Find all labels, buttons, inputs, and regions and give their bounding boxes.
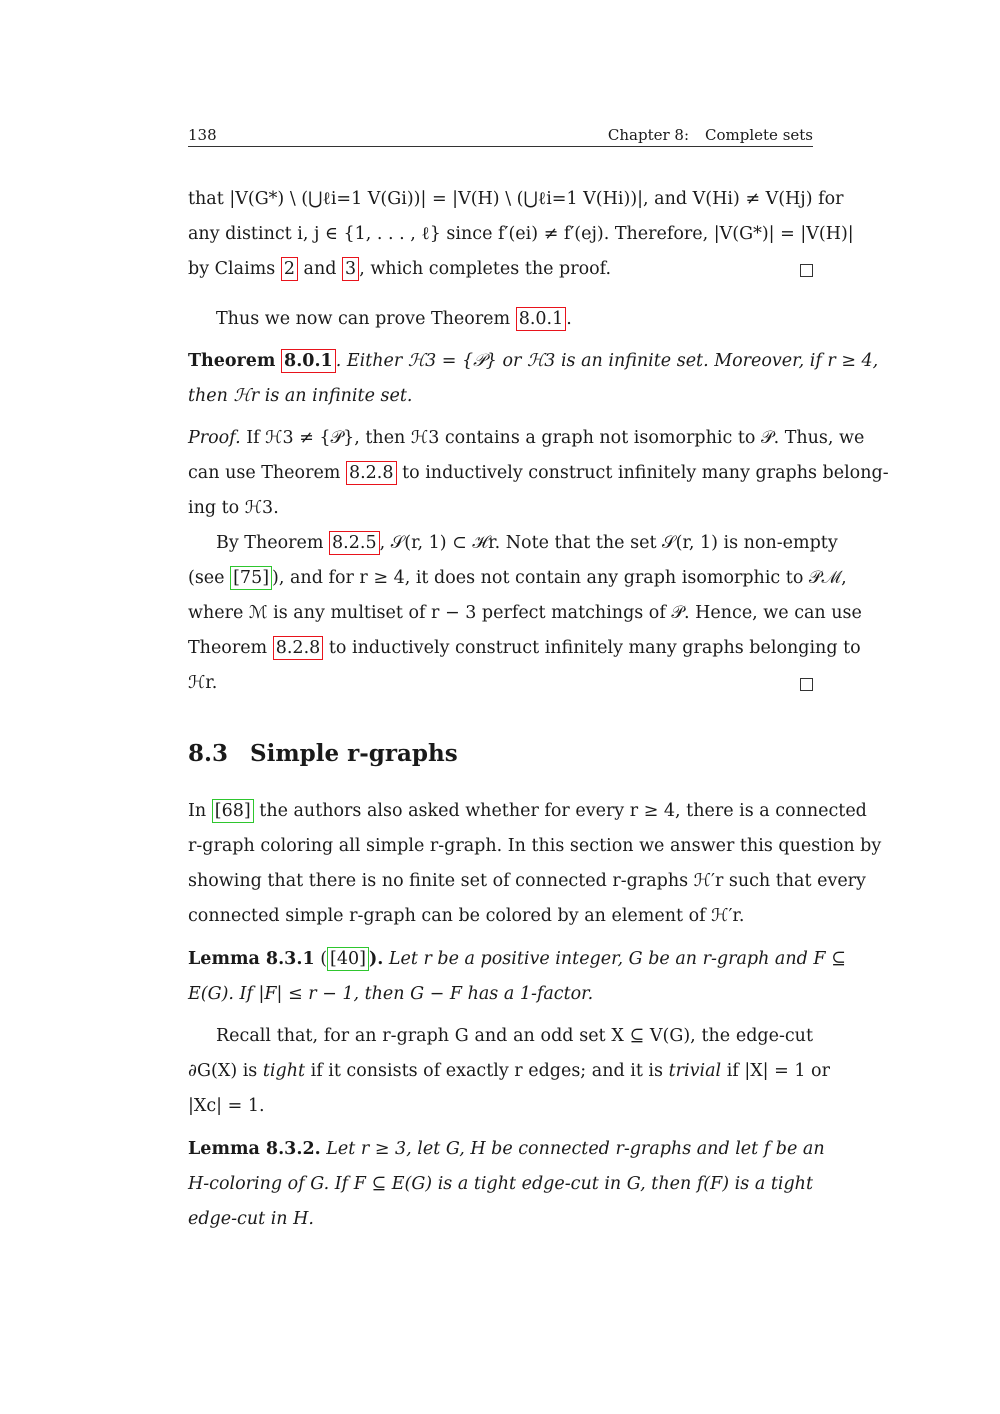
section-intro-paragraph [188,794,882,934]
text: ( [320,949,328,969]
text: In [188,801,207,821]
text-line [188,456,889,491]
proof-label: Proof. [188,428,241,448]
text: if it consists of exactly r edges; and it is [310,1061,664,1081]
section-number: 8.3 [188,740,229,767]
text: ℋr. [188,673,218,693]
lemma-text: Let r be a positive integer, G be an r-graph and F ⊆ [388,949,846,969]
text: if |X| = 1 or [726,1061,830,1081]
text: (see [188,568,225,588]
definition-paragraph [188,1019,830,1124]
citation-40-link[interactable]: [40] [327,947,369,971]
lemma-text: Let r ≥ 3, let G, H be connected r-graphs and let f be an [326,1139,825,1159]
text: If ℋ3 ≠ {𝒫}, then ℋ3 contains a graph not isomorphic to 𝒫. Thus, we [246,428,865,448]
chapter-heading [608,126,813,144]
theorem-8-2-5-link[interactable]: 8.2.5 [329,531,380,555]
text: to inductively construct infinitely many graphs belong- [402,463,889,483]
text-line: that |V(G*) \ (⋃ℓi=1 V(Gi))| = |V(H) \ (⋃ℓi=1 V(Hi))|, and V(Hi) ≠ V(Hj) for [188,189,844,209]
text: ∂G(X) is [188,1061,258,1081]
text: , 𝒮(r, 1) ⊂ ℋr. Note that the set 𝒮(r, 1) is non-empty [379,533,838,553]
text-line: Recall that, for an r-graph G and an odd set X ⊆ V(G), the edge-cut [216,1026,813,1046]
chapter-title: Complete sets [705,126,813,144]
text: can use Theorem [188,463,341,483]
text-line [188,942,846,977]
text-line: edge-cut in H. [188,1209,314,1229]
text: and [303,259,337,279]
text-line [188,526,838,561]
proof-block [188,421,889,701]
running-header [188,126,813,147]
text: the authors also asked whether for every r ≥ 4, there is a connected [259,801,867,821]
section-title: Simple r-graphs [250,740,458,767]
proof-end-paragraph [188,182,854,287]
text: By Theorem [216,533,324,553]
lemma-8-3-1 [188,942,846,1012]
term-trivial: trivial [668,1061,722,1081]
text: by Claims [188,259,276,279]
theorem-text: . Either ℋ3 = {𝒫} or ℋ3 is an infinite set. Moreover, if r ≥ 4, [335,351,879,371]
chapter-label: Chapter 8: [607,126,690,144]
text-line [188,561,847,596]
text: Theorem [188,638,268,658]
text-line: r-graph coloring all simple r-graph. In this section we answer this question by [188,836,882,856]
text-line: where ℳ is any multiset of r − 3 perfect matchings of 𝒫. Hence, we can use [188,603,862,623]
theorem-8-0-1-link[interactable]: 8.0.1 [516,307,567,331]
claim-3-link[interactable]: 3 [342,257,359,281]
citation-75-link[interactable]: [75] [230,566,272,590]
text-line: E(G). If |F| ≤ r − 1, then G − F has a 1-factor. [188,984,594,1004]
text: to inductively construct infinitely many graphs belonging to [328,638,861,658]
lemma-8-3-2 [188,1132,825,1237]
theorem-label: Theorem [188,351,276,371]
page-number: 138 [188,126,217,144]
text: Thus we now can prove Theorem [216,309,511,329]
lemma-label: Lemma 8.3.1 [188,949,315,969]
text: , which completes the proof. [359,259,612,279]
text-line [216,302,841,337]
text: ), and for r ≥ 4, it does not contain any graph isomorphic to 𝒫ℳ, [272,568,847,588]
text: . [566,309,572,329]
text-line: any distinct i, j ∈ {1, . . . , ℓ} since f′(ei) ≠ f′(ej). Therefore, |V(G*)| = |V(H)| [188,224,854,244]
text-line: ing to ℋ3. [188,498,279,518]
claim-2-link[interactable]: 2 [281,257,298,281]
theorem-self-link[interactable]: 8.0.1 [281,349,336,373]
text-line [188,631,861,666]
text-line: then ℋr is an infinite set. [188,386,413,406]
text-line: showing that there is no finite set of connected r-graphs ℋ′r such that every [188,871,866,891]
text: ). [368,949,384,969]
text-line [188,794,867,829]
theorem-8-0-1 [188,344,879,414]
text-line: |Xc| = 1. [188,1096,265,1116]
section-heading [188,740,458,767]
text-line [188,252,813,287]
text-line: H-coloring of G. If F ⊆ E(G) is a tight edge-cut in G, then f(F) is a tight [188,1174,813,1194]
transition-paragraph [188,302,841,337]
citation-68-link[interactable]: [68] [212,799,254,823]
qed-symbol [800,678,813,691]
text-line [188,666,813,701]
lemma-label: Lemma 8.3.2. [188,1139,321,1159]
text-line: connected simple r-graph can be colored by an element of ℋ′r. [188,906,745,926]
theorem-8-2-8-link[interactable]: 8.2.8 [273,636,324,660]
theorem-8-2-8-link[interactable]: 8.2.8 [346,461,397,485]
text-line [188,1054,830,1089]
text-line [188,421,865,456]
text-line [188,344,879,379]
text-line [188,1132,825,1167]
qed-symbol [800,264,813,277]
term-tight: tight [262,1061,306,1081]
